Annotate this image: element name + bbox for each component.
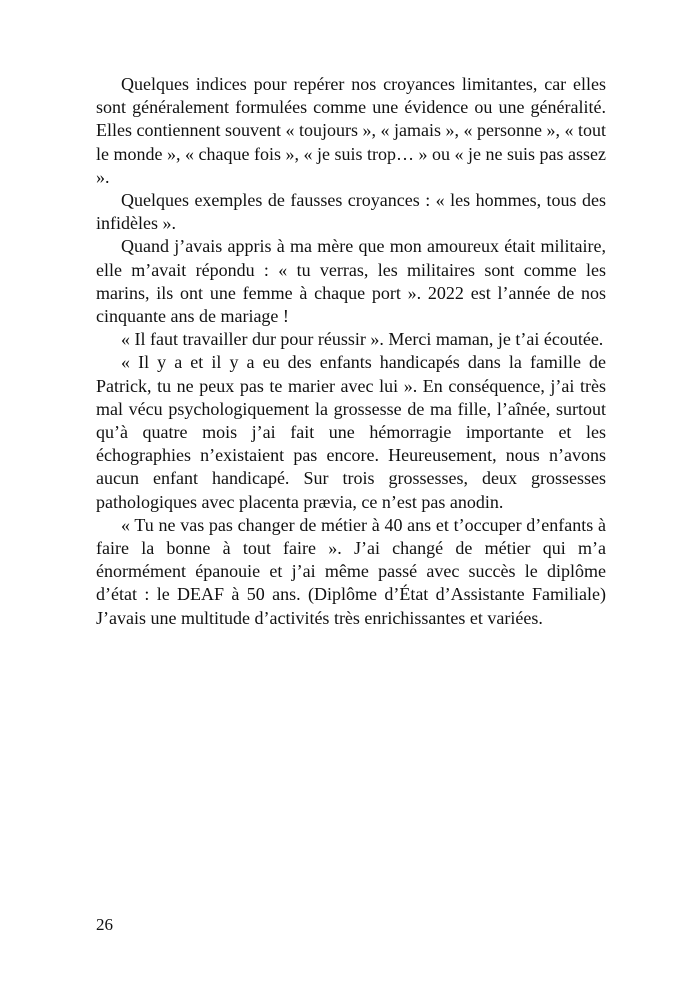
paragraph-career-change: « Tu ne vas pas changer de métier à 40 ans et t’occuper d’enfants à faire la bonne à tout faire ». J’ai changé de métier qui m’a énormément épanouie et j’ai même passé avec succès le diplôme d’état : le DEAF à 50 ans. (Diplôme d’État d’Assistante Familiale) J’avais une multitude d’activités très enrichissantes et variées. — [96, 514, 606, 628]
paragraph-false-beliefs: Quelques exemples de fausses croyances : « les hommes, tous des infidèles ». — [96, 190, 606, 234]
paragraph-handicap: « Il y a et il y a eu des enfants handicapés dans la famille de Patrick, tu ne peux pas te marier avec lui ». En conséquence, j’ai très mal vécu psychologiquement la grossesse de ma fille, l’aînée, surtout qu’à quatre mois j’ai fait une hémorragie importante et les échographies n’existaient pas encore. Heureusement, nous n’avons aucun enfant handicapé. Sur trois grossesses, deux grossesses pathologiques avec placenta prævia, ce n’est pas anodin. — [96, 352, 606, 512]
paragraph-limiting-beliefs: Quelques indices pour repérer nos croyances limitantes, car elles sont généralement formulées comme une évidence ou une généralité. Elles contiennent souvent « toujours », « jamais », « personne », « tout le monde », « chaque fois », « je suis trop… » ou « je ne suis pas assez ». — [96, 74, 606, 187]
body-text — [96, 73, 606, 630]
paragraph-work-hard: « Il faut travailler dur pour réussir ». Merci maman, je t’ai écoutée. — [121, 329, 604, 350]
page-number: 26 — [96, 915, 113, 934]
paragraph-mother-military: Quand j’avais appris à ma mère que mon amoureux était militaire, elle m’avait répondu : « tu verras, les militaires sont comme les marins, ils ont une femme à chaque port ». 2022 est l’année de nos cinquante ans de mariage ! — [96, 236, 606, 327]
